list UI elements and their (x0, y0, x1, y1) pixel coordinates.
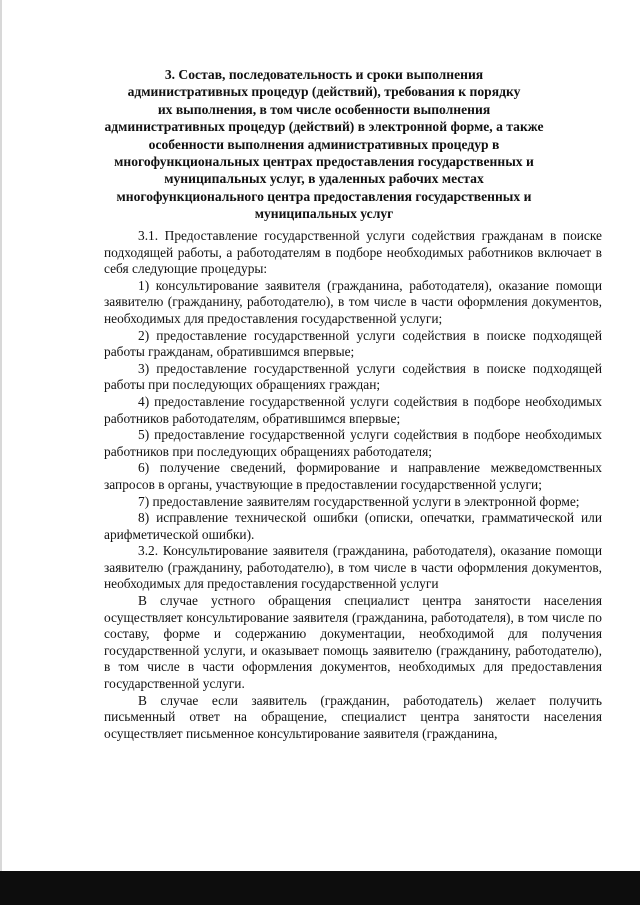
list-item-3: 3) предоставление государственной услуги содействия в поиске подходящей работы при последующих обращениях граждан; (104, 360, 602, 393)
heading-line: 3. Состав, последовательность и сроки выполнения (164, 67, 484, 82)
paragraph-3-1: 3.1. Предоставление государственной услуги содействия гражданам в поиске подходящей работы, а работодателям в подборе необходимых работников включает в себя следующие процедуры: (104, 228, 602, 277)
list-item-6: 6) получение сведений, формирование и направление межведомственных запросов в органы, участвующие в предоставлении государственной услуги; (104, 460, 602, 492)
paragraph-written-request: В случае если заявитель (гражданин, работодатель) желает получить письменный ответ на обращение, специалист центра занятости населения осуществляет письменное консультирование заявителя (гражданина, (104, 692, 602, 741)
section-heading (104, 66, 544, 223)
heading-line: многофункциональных центрах предоставления государственных и (114, 154, 534, 170)
heading-line: многофункционального центра предоставления государственных и (116, 188, 532, 204)
list-item-4: 4) предоставление государственной услуги содействия в подборе необходимых работников работодателям, обратившимся впервые; (104, 393, 602, 426)
list-item-7: 7) предоставление заявителям государственной услуги в электронной форме; (138, 493, 580, 509)
body-text (104, 228, 602, 742)
heading-line: их выполнения, в том числе особенности выполнения (157, 101, 491, 117)
paragraph-oral-request: В случае устного обращения специалист центра занятости населения осуществляет консультирование заявителя (гражданина, работодателя), в том числе по составу, форме и содержанию документации, необходимой для получения государственной услуги, и оказывает помощь заявителю (гражданину, работодателю), в том числе в части оформления документов, необходимых для предоставления государственной услуги. (104, 593, 602, 692)
list-item-5: 5) предоставление государственной услуги содействия в подборе необходимых работников при последующих обращениях работодателя; (104, 427, 602, 459)
heading-line: особенности выполнения административных процедур в (148, 136, 500, 152)
scan-bottom-border (0, 871, 640, 905)
list-item-2: 2) предоставление государственной услуги содействия в поиске подходящей работы гражданам, обратившимся впервые; (104, 327, 602, 360)
heading-line: административных процедур (действий), требования к порядку (127, 84, 521, 100)
list-item-8: 8) исправление технической ошибки (описки, опечатки, грамматической или арифметической ошибки). (104, 510, 602, 542)
heading-line: муниципальных услуг, в удаленных рабочих местах (164, 171, 484, 187)
heading-line: муниципальных услуг (254, 206, 394, 222)
scan-edge (0, 0, 2, 871)
list-item-1: 1) консультирование заявителя (гражданина, работодателя), оказание помощи заявителю (гражданину, работодателю), в том числе в части оформления документов, необходимых для предоставления государственной услуги; (104, 277, 602, 326)
heading-line: административных процедур (действий) в электронной форме, а также (104, 119, 544, 135)
paragraph-3-2: 3.2. Консультирование заявителя (гражданина, работодателя), оказание помощи заявителю (гражданину, работодателю), в том числе в части оформления документов, необходимых для предоставления государственной услуги (104, 543, 602, 592)
